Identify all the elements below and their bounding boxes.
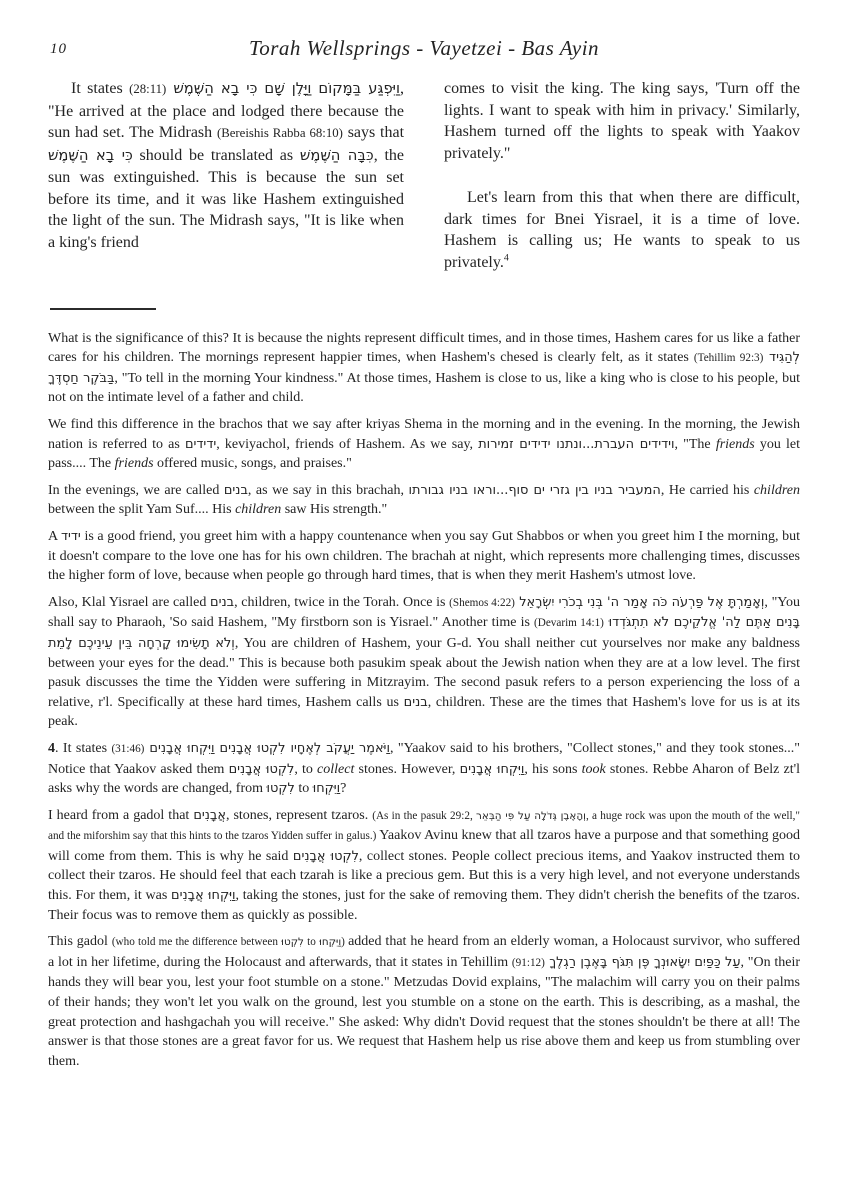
text-run: , "Yaakov said to his brothers, "Collect stones," and they took stones..." Notice that Yaakov asked them bbox=[48, 740, 801, 777]
hebrew-text: וַיִּקְחוּ אֲבָנִים bbox=[459, 761, 525, 777]
text-run: , as we say in this brachah, bbox=[247, 482, 409, 498]
hebrew-text: וַיִּקְחוּ bbox=[312, 781, 341, 797]
text-run: , You are children of Hashem, your G-d. You shall neither cut yourselves nor make any baldness between your eyes for the dead." This is because both pasukim speak about the Jewish nation when they are at a low level. The first pasuk discusses the time the Yidden were suffering in Mitzrayim. The second pasuk refers to a person experiencing the loss of a relative, r'l. Specifically at these hard times, Hashem calls us bbox=[48, 635, 801, 710]
text-run: took bbox=[581, 761, 606, 777]
text-run: is a good friend, you greet him with a happy countenance when you say Gut Shabbos or when you greet him I the morning, but it doesn't compare to the love one has for his own children. The brachah at night, which represents more challenging times, discusses the higher form of love, because when people go through hard times, that is when they merit Hashem's utmost love. bbox=[48, 528, 800, 584]
footnote-separator bbox=[50, 308, 156, 310]
hebrew-text: ידידים bbox=[184, 436, 217, 452]
citation: (Bereishis Rabba 68:10) bbox=[216, 126, 343, 141]
text-run: Yaakov Avinu knew that all tzaros have a purpose and that something good will come from them. This is why he said bbox=[48, 828, 800, 864]
text-run: friends bbox=[715, 436, 755, 452]
hebrew-text: וַיִּקְחוּ bbox=[319, 936, 342, 949]
hebrew-text: לִקְטוּ אֲבָנִים bbox=[292, 848, 359, 864]
footnotes-section bbox=[48, 329, 800, 1072]
text-run: , children. These are the times that Hashem's love for us is at its peak. bbox=[48, 694, 801, 730]
footnote-paragraph-7 bbox=[48, 806, 800, 926]
text-run: , keviyachol, friends of Hashem. As we say, bbox=[216, 436, 479, 452]
text-run: , "The bbox=[674, 436, 716, 452]
hebrew-text: וידידים העברת...ונתנו ידידים זמירות bbox=[478, 436, 675, 452]
footnote-paragraph-6 bbox=[48, 739, 800, 799]
footnote-paragraph-3 bbox=[48, 481, 800, 520]
text-run: should be translated as bbox=[132, 147, 300, 165]
text-run: children bbox=[235, 502, 282, 518]
text-run: Also, Klal Yisrael are called bbox=[48, 594, 211, 610]
hebrew-text: ידיד bbox=[60, 528, 81, 544]
citation: (Shemos 4:22) bbox=[449, 596, 515, 609]
text-run: added that he heard from an elderly woman, a Holocaust survivor, who suffered a lot in her lifetime, during the Holocaust and afterwards, that it states in Tehillim bbox=[48, 934, 800, 970]
citation: (who told me the difference between bbox=[111, 936, 282, 949]
citation: (As in the pasuk 29:2, bbox=[372, 809, 477, 822]
citation: (Devarim 14:1) bbox=[534, 617, 604, 630]
hebrew-text: בָּנִים אַתֶּם לַה' אֱלֹקֵיכֶם לֹא תִתְגֹּדְדוּ וְלֹא תָשִׂימוּ קָרְחָה בֵּין עֵינֵיכֶם לָמֵת bbox=[48, 615, 801, 651]
hebrew-text: כִּבָּה הַשֶּׁמֶשׁ bbox=[299, 147, 374, 165]
text-run: friends bbox=[114, 456, 154, 472]
footnote-number: 4 bbox=[48, 740, 55, 756]
hebrew-text: וְהָאֶבֶן גְּדֹלָה עַל פִּי הַבְּאֵר bbox=[476, 809, 586, 822]
text-run: saw His strength." bbox=[281, 502, 388, 518]
hebrew-text: לִקְטוּ אֲבָנִים bbox=[228, 761, 295, 777]
hebrew-text: בנים bbox=[210, 594, 235, 610]
text-run: , collect stones. People collect precious items, and Yaakov instructed them to collect their tzaros. He should feel that each tzarah is like a precious gem. But this is a very high level, and not everyone understands this. For them, it was bbox=[48, 848, 801, 904]
hebrew-text: אֲבָנִים bbox=[193, 807, 226, 823]
text-run: What is the significance of this? It is because the nights represent difficult times, and in those times, Hashem cares for us like a father cares for his children. The mornings represent happier times, when Hashem's chesed is clearly felt, as it states bbox=[48, 330, 800, 366]
text-run: , "He arrived at the place and lodged there because the sun had set. The Midrash bbox=[48, 80, 404, 142]
text-run: , children, twice in the Torah. Once is bbox=[234, 594, 450, 610]
hebrew-text: לִקְטוּ bbox=[266, 781, 295, 797]
hebrew-text: כִּי בָא הַשֶּׁמֶשׁ bbox=[48, 147, 133, 165]
text-run: to bbox=[294, 781, 313, 797]
main-right-paragraph-1 bbox=[444, 78, 800, 165]
main-right-paragraph-2 bbox=[444, 187, 800, 274]
citation: (28:11) bbox=[129, 82, 167, 96]
text-run: between the split Yam Suf.... His bbox=[48, 502, 236, 518]
main-text bbox=[48, 78, 800, 274]
text-run: I heard from a gadol that bbox=[48, 807, 194, 823]
page-number: 10 bbox=[50, 41, 67, 57]
text-run: children bbox=[753, 482, 800, 498]
text-run: ? bbox=[340, 781, 347, 797]
hebrew-text: עַל כַּפַּיִם יִשָּׂאוּנְךָ פֶּן תִּגֹּף בָּאֶבֶן רַגְלֶךָ bbox=[544, 954, 741, 970]
hebrew-text: בנים bbox=[223, 482, 248, 498]
hebrew-text: בנים bbox=[403, 694, 428, 710]
text-run: says that bbox=[342, 124, 405, 142]
citation: (91:12) bbox=[511, 956, 545, 969]
citation: , a huge rock was upon the mouth of the well," and the miforshim say that this hints to the tzaros Yidden suffer in galus.) bbox=[48, 809, 800, 843]
text-run: , stones, represent tzaros. bbox=[225, 807, 373, 823]
text-run: We find this difference in the brachos that we say after kriyas Shema in the morning and in the evening. In the morning, the Jewish nation is referred to as bbox=[48, 417, 800, 452]
text-run: collect bbox=[317, 761, 355, 777]
text-run: offered music, songs, and praises." bbox=[153, 456, 352, 472]
text-run: , his sons bbox=[524, 761, 582, 777]
footnote-paragraph-5 bbox=[48, 593, 800, 732]
text-run: In the evenings, we are called bbox=[48, 482, 224, 498]
text-run: It states bbox=[71, 80, 130, 97]
right-column bbox=[444, 78, 800, 274]
page-title: Torah Wellsprings - Vayetzei - Bas Ayin bbox=[248, 36, 600, 60]
hebrew-text: לְהַגִּיד בַּבֹּקֶר חַסְדֶּךָ bbox=[48, 350, 800, 386]
main-left-paragraph bbox=[48, 78, 404, 254]
hebrew-text: וְאָמַרְתָּ אֶל פַּרְעֹה כֹּה אָמַר ה' בְּנִי בְכֹרִי יִשְׂרָאֵל bbox=[514, 594, 765, 610]
text-run: , taking the stones, just for the sake of removing them. They didn't cherish the benefits of the tzaros. Their focus was to remove them as quickly as possible. bbox=[48, 888, 801, 923]
text-run: you let pass.... The bbox=[48, 436, 801, 472]
text-run: . It states bbox=[55, 740, 112, 756]
text-run: stones. However, bbox=[354, 761, 460, 777]
text-run: A bbox=[48, 528, 61, 544]
citation: ) bbox=[341, 936, 349, 949]
text-run: Let's learn from this that when there are difficult, dark times for Bnei Yisrael, it is a time of love. Hashem is calling us; He wants to speak to us privately. bbox=[444, 188, 800, 271]
text-run: stones. Rebbe Aharon of Belz zt'l asks why the words are changed, from bbox=[48, 761, 801, 797]
text-run: , He carried his bbox=[660, 482, 754, 498]
citation: (31:46) bbox=[111, 742, 145, 755]
footnote-paragraph-2 bbox=[48, 415, 800, 474]
hebrew-text: וַיִּפְגַּע בַּמָּקוֹם וַיָּלֶן שָׁם כִּי בָא הַשֶּׁמֶשׁ bbox=[166, 80, 400, 97]
citation: (Tehillim 92:3) bbox=[693, 352, 764, 365]
text-run: , "You shall say to Pharaoh, 'So said Hashem, "My firstborn son is Yisrael." Another time is bbox=[48, 594, 801, 631]
text-run: This gadol bbox=[48, 934, 112, 950]
left-column bbox=[48, 78, 404, 274]
footnote-paragraph-4 bbox=[48, 527, 800, 586]
hebrew-text: וַיִּקְחוּ אֲבָנִים bbox=[171, 888, 236, 904]
hebrew-text: וַיֹּאמֶר יַעֲקֹב לְאֶחָיו לִקְטוּ אֲבָנִים וַיִּקְחוּ אֲבָנִים bbox=[144, 740, 390, 756]
citation: to bbox=[303, 936, 320, 949]
text-run: , "On their hands they will bear you, lest your foot stumble on a stone." Metzudas Dovid explains, "The malachim will carry you on their palms of their hands; they won't let you walk on the ground, lest you stumble on a stone on the earth. This is describing, as a mashal, the great protection and hashgachah you will receive." She asked: Why didn't Dovid request that the stones shouldn't be there at all! The answer is that those stones are a great favor for us. We request that Hashem help us rise above them and keep us from stumbling over them. bbox=[48, 954, 801, 1069]
text-run: , the sun was extinguished. This is because the sun set before its time, and it was like Hashem extinguished the light of the sun. The Midrash says, "It is like when a king's friend bbox=[48, 147, 405, 251]
hebrew-text: המעביר בניו בין גזרי ים סוף...וראו בניו גבורתו bbox=[408, 482, 661, 498]
footnote-reference: 4 bbox=[503, 252, 509, 264]
text-run: , to bbox=[294, 761, 318, 777]
text-run: comes to visit the king. The king says, 'Turn off the lights. I want to speak with him in privacy.' Similarly, Hashem turned off the lights to speak with Yaakov privately." bbox=[444, 80, 800, 163]
page-header bbox=[48, 36, 800, 64]
hebrew-text: לִקְטוּ bbox=[281, 936, 304, 949]
footnote-paragraph-1 bbox=[48, 329, 800, 408]
text-run: , "To tell in the morning Your kindness." At those times, Hashem is close to us, like a king who is close to his people, but not on the intimate level of a father and child. bbox=[48, 370, 800, 406]
footnote-paragraph-8 bbox=[48, 932, 800, 1071]
